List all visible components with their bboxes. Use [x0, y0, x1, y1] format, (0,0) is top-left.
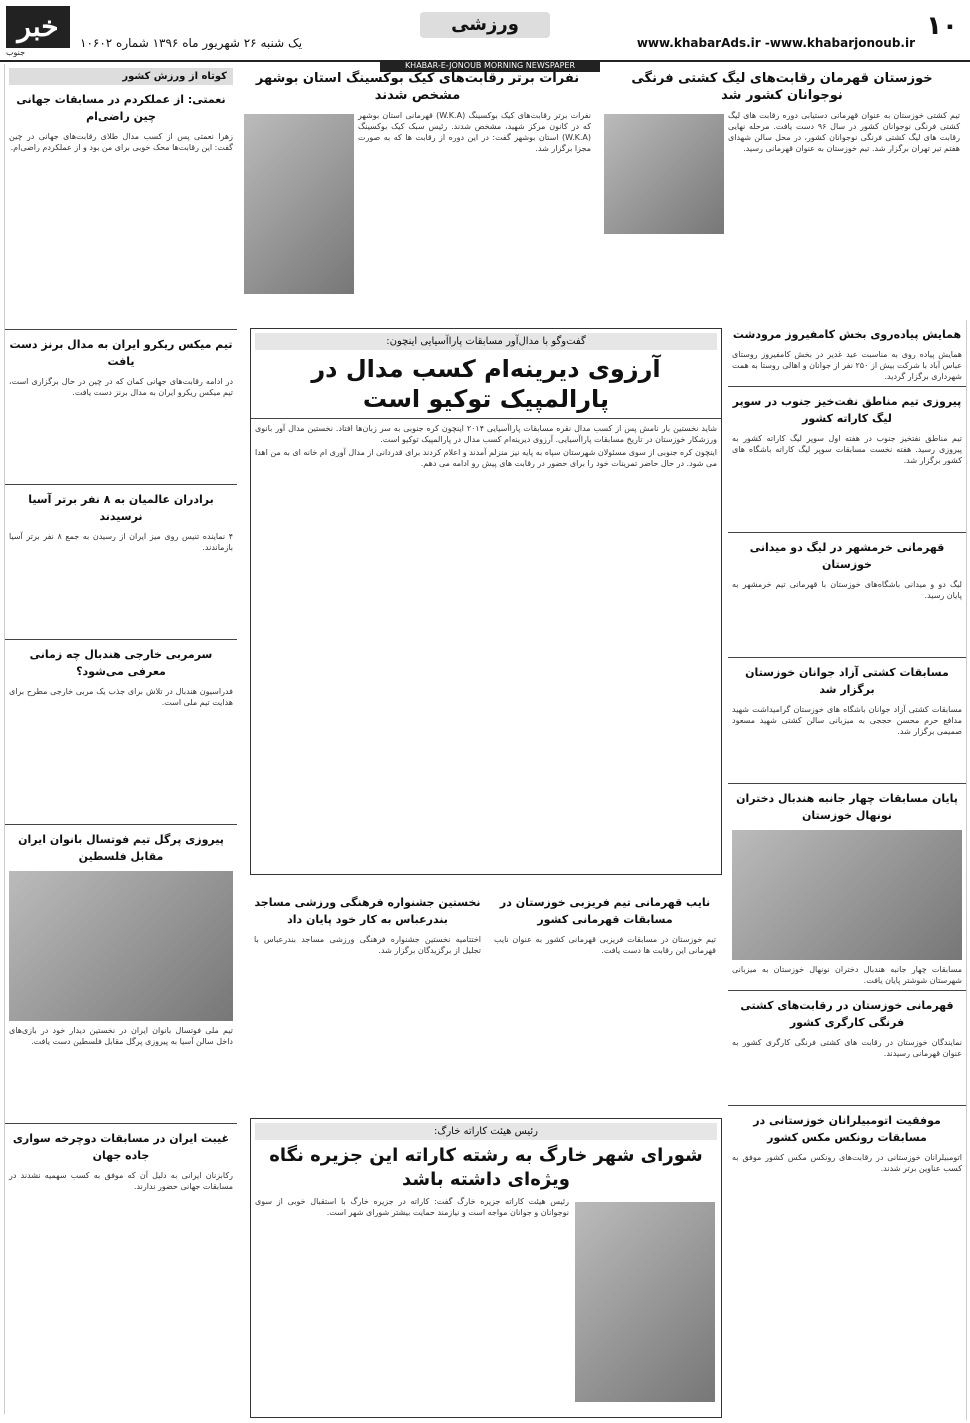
- brief-body: اتومبیلرانان خوزستانی در رقابت‌های رونکس مکس کشور موفق به کسب عناوین برتر شدند.: [732, 1153, 962, 1173]
- brief-item: [5, 1130, 237, 1192]
- brief-item: [5, 491, 237, 553]
- brief-body: همایش پیاده روی به مناسبت عید غدیر در بخش کامفیروز روستای عباس آباد با شرکت بیش از ۲۵۰ نفر از جوانان و اهالی روستا به همت شهرداری برگزار گردید.: [732, 350, 962, 381]
- masthead: [0, 0, 970, 62]
- karate-body: رئیس هیئت کاراته جزیره خارگ گفت: کاراته در جزیره خارگ با استقبال خوبی از سوی نوجوانان و جوانان مواجه است و نیازمند حمایت بیشتر شورای شهر است.: [255, 1197, 569, 1217]
- brief-item: [728, 393, 966, 466]
- headline: نفرات برتر رقابت‌های کیک بوکسینگ استان بوشهر مشخص شدند: [255, 71, 580, 103]
- brief-body: لیگ دو و میدانی باشگاه‌های خوزستان با قهرمانی تیم خرمشهر به پایان رسید.: [732, 580, 962, 600]
- logo-sub: جنوب: [6, 48, 26, 57]
- article-frisbee: [490, 888, 720, 1108]
- article-kickboxing: [240, 64, 595, 314]
- briefs-column: [4, 64, 237, 1414]
- brief-body: زهرا نعمتی پس از کسب مدال طلای رقابت‌های جهانی در چین گفت: این رقابت‌ها محک خوبی برای من بود و از عملکردم راضی‌ام.: [9, 132, 233, 152]
- brief-body: در ادامه رقابت‌های جهانی کمان که در چین در حال برگزاری است، تیم میکس ریکرو ایران به مدال برنز دست یافت.: [9, 377, 233, 397]
- article-body: تیم کشتی خوزستان به عنوان قهرمانی دستیابی دوره رقابت های لیگ کشتی فرنگی نوجوانان کشور در سال ۹۶ دست یافت. مرحله نهایی رقابت های لیگ کشتی فرنگی نوجوانان کشور، در محل سالن شهدای هفتم تیر تهران برگزار شد. تیم خوزستان به عنوان قهرمانی رسید.: [728, 111, 960, 153]
- karate-title: شورای شهر خارگ به رشته کاراته این جزیره نگاه ویژه‌ای داشته باشد: [269, 1145, 703, 1190]
- article-body: نفرات برتر رقابت‌های کیک بوکسینگ (W.K.A) قهرمانی استان بوشهر که در کانون مرکز شهید، مشخص شدند. رئیس سبک کیک بوکسینگ (W.K.A) استان بوشهر گفت: در این دوره از رقابت ها که به صورت مجزا برگزار شد.: [358, 111, 592, 153]
- brief-body: فدراسیون هندبال در تلاش برای جذب یک مربی خارجی مطرح برای هدایت تیم ملی است.: [9, 687, 233, 707]
- feature-body-2: اینچون کره جنوبی از سوی مسئولان شهرستان سپاه به پایه نیز منزلم آمدند و اعلام کردند برای قدردانی از مدال آوری ام خانه ای به من اهدا می شود. در حال حاضر تمرینات خود را برای حضور در رقابت های پیش رو ادامه می دهم.: [255, 448, 717, 468]
- brief-title: پیروزی تیم مناطق نفت‌خیز جنوب در سوپر لیگ کاراته کشور: [732, 395, 962, 425]
- brief-item: [5, 336, 237, 398]
- brief-title: پایان مسابقات چهار جانبه هندبال دختران نونهال خوزستان: [736, 792, 958, 822]
- brief-item: [728, 1112, 966, 1174]
- issue-date: یک شنبه ۲۶ شهریور ماه ۱۳۹۶ شماره ۱۰۶۰۲: [80, 36, 303, 50]
- brief-title: نعمتی: از عملکردم در مسابقات جهانی چین راضی‌ام: [16, 93, 226, 123]
- brief-body: ۴ نماینده تنیس روی میز ایران از رسیدن به جمع ۸ نفر برتر آسیا بازماندند.: [9, 532, 233, 552]
- section-title: ورزشی: [420, 12, 550, 38]
- brief-body: مسابقات چهار جانبه هندبال دختران نونهال خوزستان به میزبانی شهرستان شوشتر پایان یافت.: [732, 965, 962, 985]
- brief-title: قهرمانی خوزستان در رقابت‌های کشتی فرنگی کارگری کشور: [740, 999, 954, 1029]
- brief-item: [728, 997, 966, 1059]
- feature-article: [250, 328, 722, 875]
- brief-body: مسابقات کشتی آزاد جوانان باشگاه های خوزستان گرامیداشت شهید مدافع حرم محسن حججی به میزبانی سالن کشتی شهید مسعود صمیمی برگزار شد.: [732, 705, 962, 736]
- kickboxing-photo: [244, 114, 354, 294]
- brief-title: سرمربی خارجی هندبال چه زمانی معرفی می‌شود؟: [29, 648, 213, 678]
- feature-kicker: گفت‌وگو با مدال‌آور مسابقات پاراآسیایی اینچون:: [255, 333, 717, 350]
- page-number: ۱۰: [926, 11, 958, 41]
- headline: خوزستان قهرمان رقابت‌های لیگ کشتی فرنگی نوجوانان کشور شد: [631, 71, 933, 103]
- brief-title: مسابقات کشتی آزاد جوانان خوزستان برگزار شد: [745, 666, 949, 696]
- article-body: اختتامیه نخستین جشنواره فرهنگی ورزشی مساجد بندرعباس با تجلیل از برگزیدگان برگزار شد.: [254, 935, 481, 955]
- karate-kicker: رئیس هیئت کاراته خارگ:: [255, 1123, 717, 1140]
- article-mosques-festival: [250, 888, 485, 1108]
- headline: نخستین جشنواره فرهنگی ورزشی مساجد بندرعباس به کار خود پایان داد: [254, 896, 481, 926]
- brief-title: پیروزی پرگل تیم فوتسال بانوان ایران مقابل فلسطین: [18, 833, 224, 863]
- brief-body: تیم مناطق نفتخیز جنوب در هفته اول سوپر لیگ کاراته کشور به پیروزی رسید. هفته نخست مسابقات سوپر لیگ کاراته باشگاه های کشور برگزار شد.: [732, 434, 962, 465]
- futsal-photo: [9, 871, 233, 1021]
- brief-body: رکابزنان ایرانی به دلیل آن که موفق به کسب سهمیه نشدند در مسابقات جهانی حضور ندارند.: [9, 1171, 233, 1191]
- brief-title: موفقیت اتومبیلرانان خوزستانی در مسابقات رونکس مکس کشور: [753, 1114, 941, 1144]
- brief-item: [728, 664, 966, 737]
- feature-title: آرزوی دیرینه‌ام کسب مدال در پارالمپیک توکیو است: [311, 355, 661, 413]
- handball-photo: [732, 830, 962, 960]
- brief-title: برادران عالمیان به ۸ نفر برتر آسیا نرسیدند: [28, 493, 214, 523]
- feature-body: شاید نخستین بار نامش پس از کسب مدال نقره مسابقات پاراآسیایی ۲۰۱۴ اینچون کره جنوبی به سر زبان‌ها افتاد. نخستین مدال آور بانوی ورزشکار خوزستان در تاریخ مسابقات پاراآسیایی. آرزوی دیرینه‌ام کسب مدال در پارالمپیک توکیو است.: [255, 424, 717, 444]
- logo: خبر: [6, 6, 70, 48]
- brief-body: نمایندگان خوزستان در رقابت های کشتی فرنگی کارگری کشور به عنوان قهرمانی رسیدند.: [732, 1038, 962, 1058]
- brief-item: [728, 539, 966, 601]
- karate-article: [250, 1118, 722, 1418]
- brief-item: [728, 790, 966, 986]
- brief-item: [5, 831, 237, 1047]
- brief-title: غیبت ایران در مسابقات دوچرخه سواری جاده جهان: [12, 1132, 230, 1162]
- article-wrestling: [600, 64, 964, 314]
- brief-title: قهرمانی خرمشهر در لیگ دو میدانی خوزستان: [749, 541, 945, 571]
- brief-title: همایش پیاده‌روی بخش کامفیروز مرودشت: [732, 328, 962, 341]
- article-body: تیم خوزستان در مسابقات فریزبی قهرمانی کشور به عنوان نایب قهرمانی این رقابت ها دست یافت.: [494, 935, 716, 955]
- right-briefs: [728, 320, 967, 1420]
- site-url[interactable]: www.khabarAds.ir -www.khabarjonoub.ir: [636, 36, 915, 50]
- brief-item: [5, 646, 237, 708]
- brief-item: [5, 91, 237, 153]
- briefs-header: کوتاه از ورزش کشور: [9, 68, 233, 85]
- brief-body: تیم ملی فوتسال بانوان ایران در نخستین دیدار خود در بازی‌های داخل سالن آسیا به پیروزی پرگل مقابل فلسطین دست یافت.: [9, 1026, 233, 1046]
- morning-strip: KHABAR-E-JONOUB MORNING NEWSPAPER: [380, 60, 600, 72]
- brief-item: [728, 326, 966, 382]
- karate-photo: [575, 1202, 715, 1402]
- brief-title: تیم میکس ریکرو ایران به مدال برنز دست یافت: [9, 338, 233, 368]
- headline: نایب قهرمانی تیم فریزبی خوزستان در مسابقات قهرمانی کشور: [499, 896, 711, 926]
- wrestling-photo: [604, 114, 724, 234]
